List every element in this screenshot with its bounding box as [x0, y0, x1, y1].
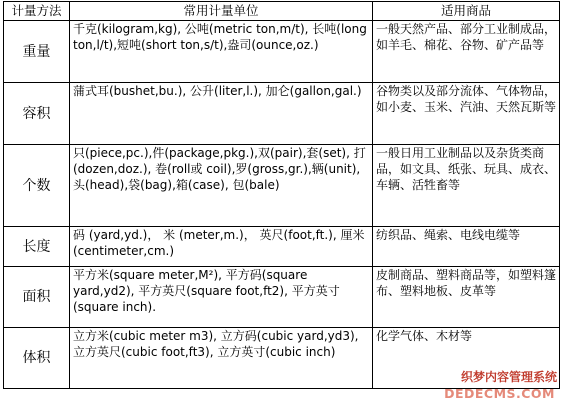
units-cell: 蒲式耳(bushet,bu.), 公升(liter,l.), 加仑(gallon,gal.)	[70, 83, 373, 145]
method-cell: 长度	[4, 227, 70, 267]
method-cell: 体积	[4, 328, 70, 389]
table-row	[4, 328, 560, 389]
watermark-url: DEDECMS.COM	[444, 386, 555, 401]
goods-cell: 纺织品、绳索、电线电缆等	[373, 227, 560, 267]
method-cell: 重量	[4, 21, 70, 83]
units-cell: 平方米(square meter,M²), 平方码(square yard,yd2), 平方英尺(square foot,ft2), 平方英寸(square inch).	[70, 267, 373, 328]
table-row	[4, 145, 560, 227]
goods-cell: 一般天然产品、部分工业制成品，如羊毛、棉花、谷物、矿产品等	[373, 21, 560, 83]
goods-cell: 化学气体、木材等	[373, 328, 560, 389]
table-row	[4, 267, 560, 328]
header-goods: 适用商品	[373, 2, 560, 21]
method-cell: 面积	[4, 267, 70, 328]
units-of-measure-table	[3, 1, 560, 389]
goods-cell: 谷物类以及部分流体、气体物品，如小麦、玉米、汽油、天然瓦斯等	[373, 83, 560, 145]
method-cell: 容积	[4, 83, 70, 145]
table-row	[4, 21, 560, 83]
units-cell: 只(piece,pc.),件(package,pkg.),双(pair),套(set), 打(dozen,doz.), 卷(roll或 coil),罗(gross,gr.),辆(unit),头(head),袋(bag),箱(case), 包(bale)	[70, 145, 373, 227]
table-row	[4, 83, 560, 145]
watermark-title: 织梦内容管理系统	[460, 370, 557, 384]
header-method: 计量方法	[4, 2, 70, 21]
method-cell: 个数	[4, 145, 70, 227]
units-cell: 立方米(cubic meter m3), 立方码(cubic yard,yd3), 立方英尺(cubic foot,ft3), 立方英寸(cubic inch)	[70, 328, 373, 389]
table-header-row	[4, 2, 560, 21]
units-cell: 码 (yard,yd.)， 米 (meter,m.)， 英尺(foot,ft.), 厘米(centimeter,cm.)	[70, 227, 373, 267]
table-row	[4, 227, 560, 267]
header-units: 常用计量单位	[70, 2, 373, 21]
units-cell: 千克(kilogram,kg), 公吨(metric ton,m/t), 长吨(long ton,l/t),短吨(short ton,s/t),盎司(ounce,oz.)	[70, 21, 373, 83]
goods-cell: 一般日用工业制品以及杂货类商品，如文具、纸张、玩具、成衣、车辆、活牲畜等	[373, 145, 560, 227]
goods-cell: 皮制商品、塑料商品等，如塑料篷布、塑料地板、皮革等	[373, 267, 560, 328]
